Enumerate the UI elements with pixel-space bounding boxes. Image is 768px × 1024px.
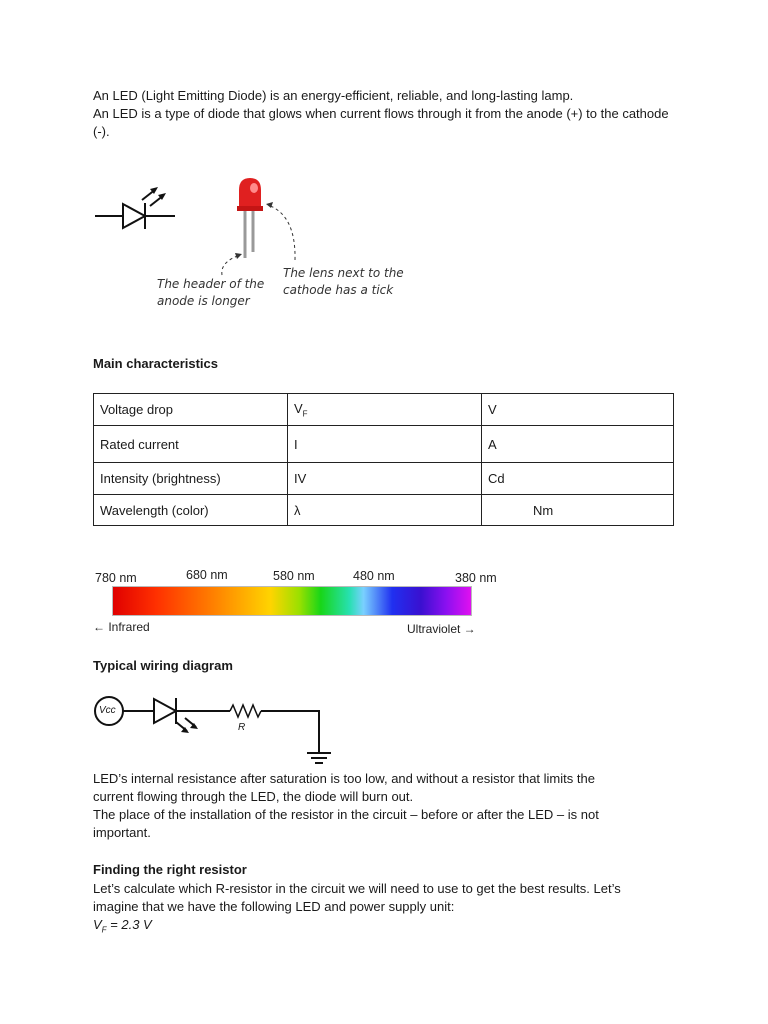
finding-line: imagine that we have the following LED and power supply unit: <box>93 899 455 914</box>
vf-value: $V_F = 2.3$ V <box>93 917 152 935</box>
characteristics-heading: Main characteristics <box>93 356 219 371</box>
finding-paragraph <box>93 880 693 940</box>
spectrum-label-580: 580 nm <box>273 569 315 583</box>
table-row <box>94 426 674 463</box>
intro-line-2: An LED is a type of diode that glows when current flows through it from the anode (+) to the cathode (-). <box>93 106 669 139</box>
resistor-label: R <box>238 722 246 733</box>
led-component-icon <box>237 178 263 258</box>
table-cell: V <box>482 394 674 426</box>
body-line: current flowing through the LED, the diode will burn out. <box>93 789 414 804</box>
table-cell: Wavelength (color) <box>94 495 288 526</box>
body-line: The place of the installation of the resistor in the circuit – before or after the LED – is not <box>93 807 599 822</box>
spectrum-label-680: 680 nm <box>186 568 228 582</box>
spectrum-label-780: 780 nm <box>95 571 137 585</box>
table-cell: I <box>288 426 482 463</box>
infrared-label: ← Infrared <box>93 620 150 634</box>
table-row <box>94 463 674 495</box>
finding-line: Let’s calculate which R-resistor in the circuit we will need to use to get the best results. Let’s <box>93 881 621 896</box>
body-line: LED’s internal resistance after saturation is too low, and without a resistor that limits the <box>93 771 595 786</box>
table-row <box>94 394 674 426</box>
body-paragraph <box>93 770 693 842</box>
ultraviolet-label: Ultraviolet → <box>407 622 476 636</box>
diode-symbol-icon <box>95 187 175 229</box>
table-cell: Voltage drop <box>94 394 288 426</box>
spectrum-bar <box>112 586 472 616</box>
table-cell: A <box>482 426 674 463</box>
intro-paragraph <box>93 87 693 141</box>
table-cell: Rated current <box>94 426 288 463</box>
characteristics-table <box>93 393 674 526</box>
table-cell: Nm <box>482 495 674 526</box>
table-cell: IV <box>288 463 482 495</box>
ground-icon <box>307 753 331 763</box>
anode-note: The header of the anode is longer <box>157 277 265 308</box>
table-cell: Cd <box>482 463 674 495</box>
vcc-label: Vcc <box>99 705 116 716</box>
finding-heading: Finding the right resistor <box>93 862 247 877</box>
cathode-note: The lens next to the cathode has a tick <box>283 266 404 297</box>
body-line: important. <box>93 825 151 840</box>
table-row <box>94 495 674 526</box>
spectrum-label-480: 480 nm <box>353 569 395 583</box>
table-cell: $V_F$ <box>288 394 482 426</box>
spectrum-label-380: 380 nm <box>455 571 497 585</box>
table-cell: Intensity (brightness) <box>94 463 288 495</box>
wiring-heading: Typical wiring diagram <box>93 658 233 673</box>
table-cell: λ <box>288 495 482 526</box>
intro-line-1: An LED (Light Emitting Diode) is an energy-efficient, reliable, and long-lasting lamp. <box>93 88 574 103</box>
wiring-diagram <box>90 690 340 770</box>
resistor-icon <box>230 705 261 717</box>
led-symbol-icon <box>154 698 198 733</box>
